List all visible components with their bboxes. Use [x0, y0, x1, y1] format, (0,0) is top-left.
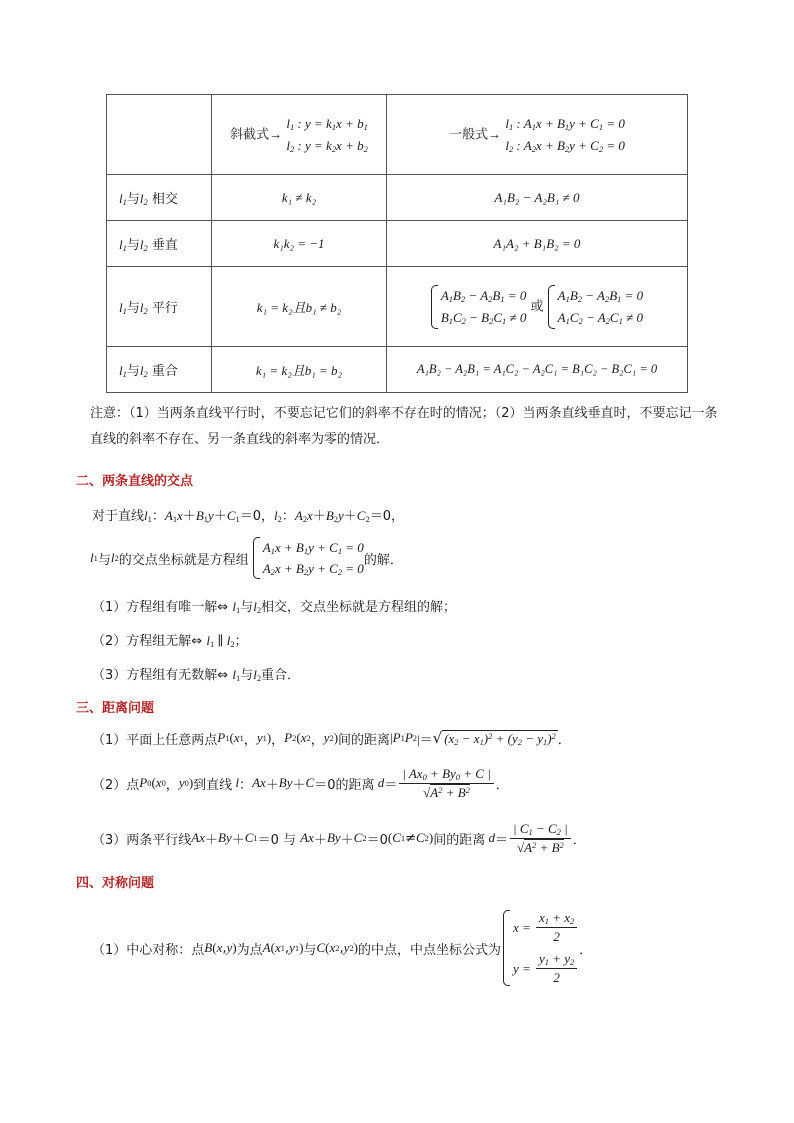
- row-label-parallel: $l_1$与$l_2$ 平行: [107, 267, 212, 347]
- section4-item1: （1）中心对称：点 B ( x , y ) 为点 A ( x 1 , y 1 ) 与 C ( x 2 , y 2 ) 的中点，中点坐标公式为 x = $\frac{x_1 + x_2}{2}$ y = $\frac{y_1 + y_2}{2}$ ．: [92, 910, 593, 985]
- row-label-intersect: $l_1$与$l_2$ 相交: [107, 175, 212, 221]
- slope-cond-coincide: k₁ = k₂且b₁ = b₂: [212, 347, 387, 393]
- section2-item2: （2）方程组无解⇔ $l_1$ ∥ $l_2$；: [92, 633, 248, 650]
- general-cond-parallel: $A_1B_2 - A_2B_1 = 0$ $B_1C_2 - B_2C_1 \ne 0$ 或 $A_1B_2 - A_2B_1 = 0$ $A_1C_2 - A_2C_1 \ne 0$: [387, 267, 688, 347]
- note-paragraph: 注意：（1）当两条直线平行时，不要忘记它们的斜率不存在时的情况；（2）当两条直线垂直时，不要忘记一条直线的斜率不存在、另一条直线的斜率为零的情况．: [90, 406, 718, 447]
- table-row-perpendicular: [107, 221, 688, 267]
- general-cond-perpendicular: A₁A₂ + B₁B₂ = 0: [387, 221, 688, 267]
- or-label: 或: [530, 299, 544, 314]
- row-label-coincide: $l_1$与$l_2$ 重合: [107, 347, 212, 393]
- slope-intercept-header: 斜截式→ $l_1$ : $y = k_1x + b_1$ $l_2$ : $y = k_2x + b_2$: [212, 95, 387, 175]
- slope-cond-parallel: k₁ = k₂且b₁ ≠ b₂: [212, 267, 387, 347]
- line-relationship-table: [106, 94, 688, 393]
- table-row-parallel: [107, 267, 688, 347]
- section-heading-distance: 三、距离问题: [76, 701, 155, 716]
- general-form-label: 一般式: [449, 127, 489, 142]
- table-header-row: [107, 95, 688, 175]
- general-cond-intersect: A₁B₂ − A₂B₁ ≠ 0: [387, 175, 688, 221]
- slope-cond-perpendicular: k₁k₂ = −1: [212, 221, 387, 267]
- row-label-perpendicular: $l_1$与$l_2$ 垂直: [107, 221, 212, 267]
- table-corner-cell: [107, 95, 212, 175]
- slope-cond-intersect: k₁ ≠ k₂: [212, 175, 387, 221]
- slope-intercept-equations: $l_1$ : $y = k_1x + b_1$ $l_2$ : $y = k_2x + b_2$: [286, 115, 368, 154]
- section2-item3: （3）方程组有无数解⇔ $l_1$与$l_2$重合．: [92, 667, 301, 684]
- section2-item1: （1）方程组有唯一解⇔ $l_1$与$l_2$相交，交点坐标就是方程组的解；: [92, 599, 457, 616]
- general-form-header: 一般式→ $l_1$ : $A_1x + B_1y + C_1 = 0$ $l_2$ : $A_2x + B_2y + C_2 = 0$: [387, 95, 688, 175]
- table-row-intersect: [107, 175, 688, 221]
- table-row-coincide: [107, 347, 688, 393]
- section3-item1: （1）平面上任意两点 P 1 ( x 1 ， y 1 ) ， P 2 ( x 2 ， y 2 ) 间的距离 | P 1 P 2 |＝ √ $(x_2 - x_1)^2 + (y_2 - y_1)^2$ ．: [92, 729, 571, 748]
- general-form-equations: $l_1$ : $A_1x + B_1y + C_1 = 0$ $l_2$ : $A_2x + B_2y + C_2 = 0$: [505, 115, 625, 154]
- section-heading-symmetry: 四、对称问题: [76, 876, 155, 891]
- slope-intercept-label: 斜截式: [230, 127, 270, 142]
- general-cond-coincide: A₁B₂ − A₂B₁ = A₁C₂ − A₂C₁ = B₁C₂ − B₂C₁ = 0: [387, 347, 688, 393]
- section-heading-intersection: 二、两条直线的交点: [76, 474, 194, 489]
- section2-intro-line: 对于直线$l_1$：$A_1x+B_1y+C_1=0$，$l_2$：$A_2x+B_2y+C_2=0$，: [92, 508, 404, 525]
- section3-item2: （2）点 P 0 ( x 0 ， y 0 ) 到直线 l ： Ax ＋ By ＋ C ＝0 的距离 d ＝ $\frac{| Ax_0 + By_0 + C |}{√A^2 + B^2}$ ．: [92, 765, 509, 800]
- section2-system-line: l 1 与 l 2 的交点坐标就是方程组 $A_1x + B_1y + C_1 = 0$ $A_2x + B_2y + C_2 = 0$ 的解．: [90, 536, 403, 580]
- section3-item3: （3）两条平行线 Ax ＋ By ＋ C 1 ＝0 与 Ax ＋ By ＋ C 2 ＝0 ( C 1 ≠ C 2 ) 间的距离 d ＝ $\frac{| C_1 - C_2 |}{√A^2 + B^2}$ ．: [92, 820, 586, 855]
